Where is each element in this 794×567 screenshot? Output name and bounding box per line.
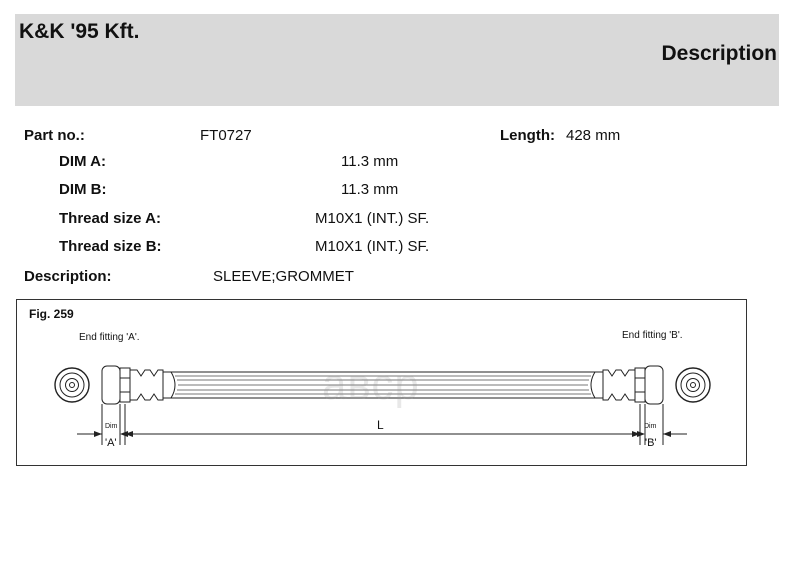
end-fitting-b-label: End fitting 'B'. [622, 330, 683, 341]
dim-a-label: DIM A: [59, 153, 106, 170]
end-view-b-icon [676, 368, 710, 402]
dim-a-tag: 'A' [105, 437, 117, 449]
fitting-a-icon [102, 366, 175, 404]
header-band [15, 14, 779, 106]
part-no-value: FT0727 [200, 127, 252, 144]
dim-a-value: 11.3 mm [341, 153, 399, 170]
figure-box [16, 299, 747, 466]
dim-b-small-label: Dim [644, 423, 657, 430]
page-title: Description [661, 42, 777, 65]
hose-diagram [17, 300, 748, 467]
dim-b-tag: 'B' [645, 437, 657, 449]
figure-label: Fig. 259 [29, 307, 74, 321]
end-view-a-icon [55, 368, 89, 402]
length-label: Length: [500, 127, 555, 144]
thread-b-value: M10X1 (INT.) SF. [315, 238, 430, 255]
watermark: aвсp [322, 360, 420, 409]
dim-a-small-label: Dim [105, 423, 118, 430]
part-no-label: Part no.: [24, 127, 85, 144]
description-value: SLEEVE;GROMMET [213, 268, 354, 285]
dim-b-value: 11.3 mm [341, 181, 399, 198]
fitting-b-icon [591, 366, 663, 404]
thread-a-label: Thread size A: [59, 210, 161, 227]
dim-b-label: DIM B: [59, 181, 107, 198]
description-label: Description: [24, 268, 112, 285]
thread-b-label: Thread size B: [59, 238, 162, 255]
length-dimension-label: L [377, 418, 384, 432]
thread-a-value: M10X1 (INT.) SF. [315, 210, 430, 227]
hose-body [171, 372, 595, 398]
end-fitting-a-label: End fitting 'A'. [79, 332, 140, 343]
length-value: 428 mm [566, 127, 621, 144]
company-name: K&K '95 Kft. [19, 20, 140, 43]
